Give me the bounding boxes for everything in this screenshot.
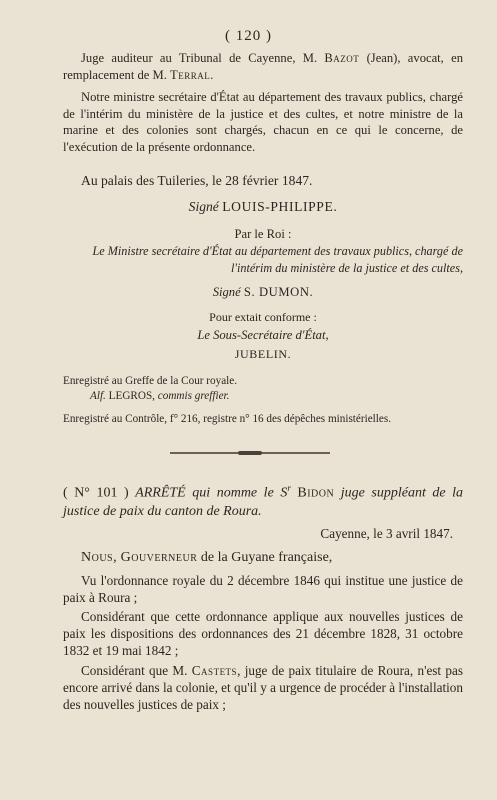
text: Gouverneur: [120, 550, 198, 565]
arrete-heading: [63, 479, 463, 521]
par-le-roi: Par le Roi :: [234, 227, 292, 241]
text: qui nomme le S: [192, 485, 288, 501]
text: .: [210, 67, 214, 82]
signe-label: Signé: [212, 285, 241, 299]
paragraph-execution: Notre ministre secrétaire d'État au département des travaux publics, chargé de l'intérim du ministère de la justice et des cultes, et notre ministre de la marine et des colonies sont chargés, chacun en ce qui le concerne, de l'exécution de la présente ordonnance.: [63, 90, 463, 154]
section-divider: [170, 451, 330, 455]
paragraph-vu: Vu l'ordonnance royale du 2 décembre 1846 qui institue une justice de paix à Roura ;: [63, 573, 463, 605]
paragraph-considerant-2: [63, 662, 463, 713]
signature-minister: [63, 284, 463, 301]
page-number: ( 120 ): [225, 28, 272, 44]
arrete-number: ( N° 101 ): [63, 485, 129, 501]
copy-conforme: Pour extait conforme :: [209, 310, 317, 324]
signature-king: [63, 199, 463, 216]
person-name: Bazot: [324, 51, 360, 65]
superscript: r: [287, 483, 291, 493]
text: Alf.: [90, 390, 106, 402]
paragraph-date-place: Au palais des Tuileries, le 28 février 1847.: [81, 173, 313, 188]
text: de la Guyane française,: [200, 550, 333, 565]
text: , juge de paix titulaire de Roura, n'est pas encore arrivé dans la colonie, et qu'il y a urgence de procéder à l'installation des nouvelles justices de paix ;: [63, 663, 463, 712]
text: juge suppléant de la justice de paix du canton de Roura.: [63, 485, 464, 519]
nous-gouverneur: [63, 550, 463, 567]
text: Nous,: [81, 550, 118, 565]
arrete-date: Cayenne, le 3 avril 1847.: [320, 526, 453, 541]
minister-title: Le Ministre secrétaire d'État au département des travaux publics, chargé de l'intérim du ministère de la justice et des cultes,: [92, 244, 463, 275]
person-name: Terral: [170, 67, 211, 82]
text: commis greffier.: [157, 390, 230, 402]
paragraph-considerant-1: Considérant que cette ordonnance applique aux nouvelles justices de paix les dispositions des ordonnances des 21 décembre 1828, 31 octobre 1832 et 19 mai 1842 ;: [63, 609, 463, 658]
person-name: LEGROS,: [108, 390, 155, 402]
paragraph-nomination: [63, 50, 463, 83]
signe-label: Signé: [188, 199, 219, 214]
signer-name: S. DUMON.: [243, 285, 314, 299]
person-name: Bidon: [297, 485, 335, 501]
arrete-label: ARRÊTÉ: [135, 485, 186, 501]
jubelin-signature: JUBELIN.: [234, 347, 292, 361]
person-name: Castets: [191, 663, 238, 678]
under-secretary-title: Le Sous-Secrétaire d'État,: [197, 328, 329, 342]
registered-controle: Enregistré au Contrôle, f° 216, registre n° 16 des dépêches ministérielles.: [63, 413, 392, 425]
registered-greffe: Enregistré au Greffe de la Cour royale.: [63, 375, 238, 387]
text: (Jean), avocat, en remplacement de M.: [63, 51, 463, 82]
signer-name: LOUIS-PHILIPPE.: [222, 199, 338, 214]
text: Considérant que M.: [81, 663, 188, 678]
legros-signature: [90, 389, 490, 404]
text: Juge auditeur au Tribunal de Cayenne, M.: [81, 51, 318, 65]
